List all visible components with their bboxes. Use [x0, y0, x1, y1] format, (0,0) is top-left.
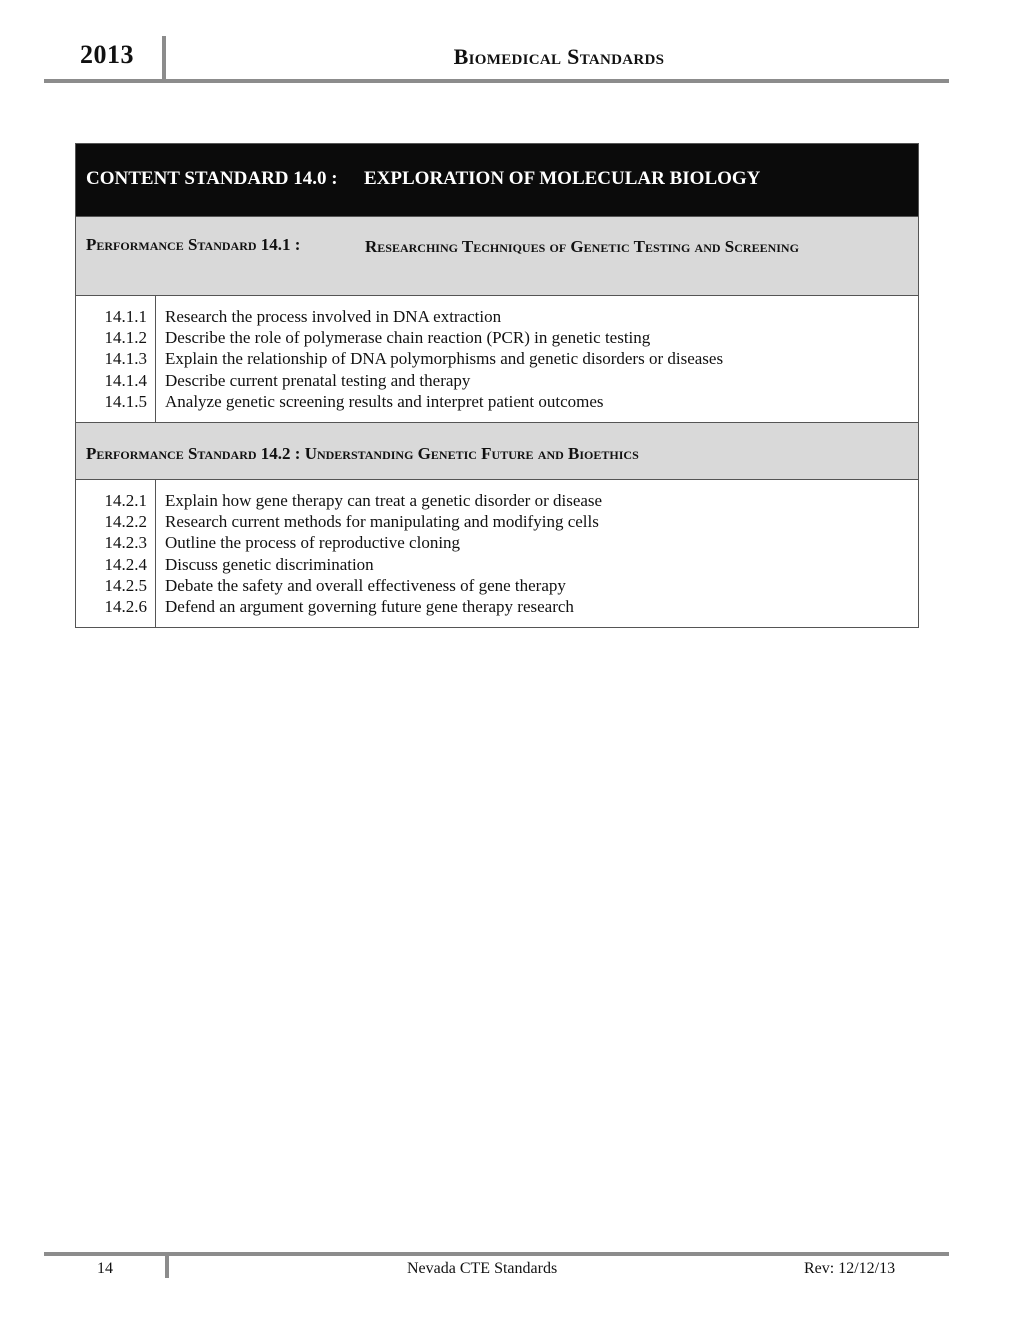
- content-standard-title: EXPLORATION OF MOLECULAR BIOLOGY: [364, 168, 761, 189]
- item-description-column: [156, 306, 723, 422]
- standard-items-group: [76, 480, 918, 627]
- performance-standard-title: Researching Techniques of Genetic Testing and Screening: [365, 237, 799, 256]
- item-number: 14.1.3: [104, 349, 147, 369]
- footer-revision: Rev: 12/12/13: [804, 1260, 896, 1277]
- item-description-column: [156, 480, 602, 627]
- header-title: Biomedical Standards: [453, 44, 665, 69]
- performance-standard-title: Understanding Genetic Future and Bioethics: [304, 444, 639, 463]
- item-number: 14.2.6: [104, 597, 147, 617]
- item-description: Outline the process of reproductive cloning: [165, 533, 461, 553]
- item-number: 14.2.4: [104, 554, 147, 574]
- content-standard-row: [76, 144, 918, 216]
- item-description: Debate the safety and overall effectiveness of gene therapy: [165, 575, 566, 595]
- standard-items-group: [76, 296, 918, 422]
- item-number: 14.2.2: [104, 512, 147, 532]
- footer-divider: [165, 1256, 169, 1278]
- item-description: Describe current prenatal testing and therapy: [165, 370, 471, 390]
- performance-standard-row: [76, 422, 918, 480]
- header-year: 2013: [80, 40, 134, 69]
- item-description: Analyze genetic screening results and interpret patient outcomes: [165, 391, 604, 411]
- page-number: 14: [97, 1260, 113, 1277]
- item-number: 14.1.2: [104, 328, 147, 348]
- footer-rule: [44, 1252, 949, 1256]
- item-description: Research the process involved in DNA extraction: [165, 307, 502, 326]
- performance-standard-row: [76, 216, 918, 296]
- header-divider: [162, 36, 166, 80]
- item-number-column: [76, 296, 156, 422]
- standards-table: [75, 143, 919, 628]
- item-description: Discuss genetic discrimination: [165, 554, 374, 574]
- item-number: 14.1.4: [104, 370, 147, 390]
- item-description: Explain how gene therapy can treat a genetic disorder or disease: [165, 491, 603, 510]
- item-number: 14.1.1: [104, 307, 147, 326]
- item-number: 14.2.1: [104, 491, 147, 510]
- item-description: Explain the relationship of DNA polymorphisms and genetic disorders or diseases: [165, 349, 724, 369]
- item-number-column: [76, 480, 156, 627]
- performance-standard-label: Performance Standard 14.2 :: [86, 444, 301, 463]
- item-number: 14.2.5: [104, 575, 147, 595]
- performance-standard-label: Performance Standard 14.1 :: [86, 235, 301, 254]
- item-description: Research current methods for manipulating and modifying cells: [165, 512, 599, 532]
- item-description: Defend an argument governing future gene therapy research: [165, 597, 574, 617]
- footer-document-name: Nevada CTE Standards: [407, 1260, 558, 1277]
- item-description: Describe the role of polymerase chain reaction (PCR) in genetic testing: [165, 328, 651, 348]
- item-number: 14.1.5: [104, 391, 147, 411]
- header-rule: [44, 79, 949, 83]
- item-number: 14.2.3: [104, 533, 147, 553]
- content-standard-label: CONTENT STANDARD 14.0 :: [86, 168, 338, 189]
